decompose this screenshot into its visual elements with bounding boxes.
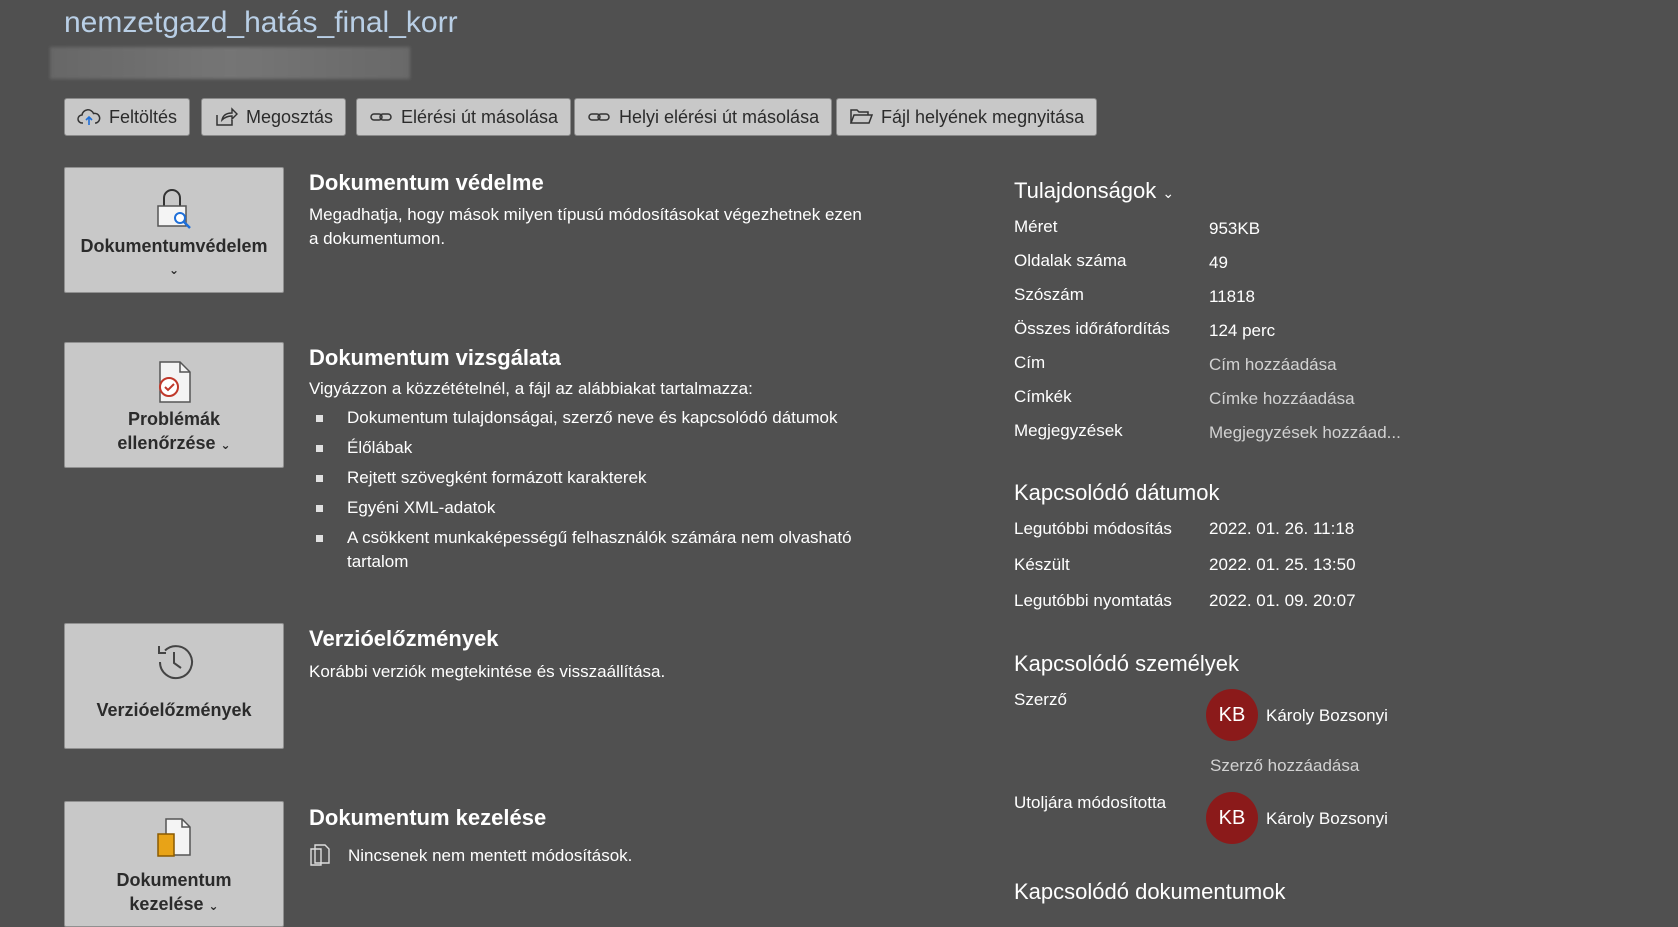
documents-icon bbox=[309, 843, 331, 867]
tags-field[interactable]: Címke hozzáadása bbox=[1209, 389, 1355, 408]
chevron-down-icon: ⌄ bbox=[220, 438, 231, 452]
check-issues-label-line1: Problémák bbox=[127, 409, 221, 429]
protect-document-description bbox=[309, 203, 909, 251]
related-people-header: Kapcsolódó személyek bbox=[1014, 651, 1240, 676]
properties-header[interactable]: Tulajdonságok ⌄ bbox=[1014, 178, 1175, 203]
copy-local-path-label: Helyi elérési út másolása bbox=[619, 106, 820, 127]
protect-text-line1: Megadhatja, hogy mások milyen típusú módosításokat végezhetnek ezen bbox=[309, 205, 862, 224]
version-history-label: Verzióelőzmények bbox=[96, 700, 252, 720]
manage-document-title: Dokumentum kezelése bbox=[309, 805, 547, 830]
inspect-items-list bbox=[316, 406, 916, 580]
link-icon bbox=[369, 107, 393, 127]
manage-document-label-line2: kezelése ⌄ bbox=[129, 894, 219, 914]
link-icon bbox=[587, 107, 611, 127]
chevron-down-icon: ⌄ bbox=[1162, 185, 1175, 201]
cloud-upload-icon bbox=[77, 107, 101, 127]
related-dates-header: Kapcsolódó dátumok bbox=[1014, 480, 1220, 505]
history-icon bbox=[150, 638, 198, 686]
lock-icon bbox=[150, 184, 198, 232]
chevron-down-icon: ⌄ bbox=[168, 263, 180, 277]
related-documents-header: Kapcsolódó dokumentumok bbox=[1014, 879, 1286, 904]
manage-document-icon bbox=[152, 816, 196, 862]
copy-path-label: Elérési út másolása bbox=[401, 106, 559, 127]
manage-document-label-line1: Dokumentum bbox=[116, 870, 232, 890]
open-file-location-button[interactable] bbox=[836, 98, 1097, 136]
upload-button[interactable] bbox=[64, 98, 190, 136]
open-location-label: Fájl helyének megnyitása bbox=[881, 106, 1085, 127]
protect-document-button[interactable] bbox=[64, 167, 284, 293]
list-item: Dokumentum tulajdonságai, szerző neve és kapcsolódó dátumok bbox=[316, 406, 916, 430]
unsaved-changes-status: Nincsenek nem mentett módosítások. bbox=[348, 846, 633, 865]
check-for-issues-button[interactable] bbox=[64, 342, 284, 468]
list-item: Egyéni XML-adatok bbox=[316, 496, 916, 520]
protect-document-label: Dokumentumvédelem bbox=[80, 236, 268, 256]
list-item: A csökkent munkaképességű felhasználók számára nem olvasható tartalom bbox=[316, 526, 916, 574]
document-check-icon bbox=[152, 359, 196, 405]
comments-field[interactable]: Megjegyzések hozzáad... bbox=[1209, 423, 1401, 442]
title-field[interactable]: Cím hozzáadása bbox=[1209, 355, 1337, 374]
copy-path-button[interactable] bbox=[356, 98, 571, 136]
author-name[interactable]: Károly Bozsonyi bbox=[1266, 706, 1388, 725]
file-path-redacted bbox=[50, 47, 410, 79]
inspect-document-intro: Vigyázzon a közzétételnél, a fájl az alábbiakat tartalmazza: bbox=[309, 379, 753, 398]
chevron-down-icon: ⌄ bbox=[208, 899, 219, 913]
document-title: nemzetgazd_hatás_final_korr bbox=[64, 6, 458, 39]
avatar[interactable]: KB bbox=[1206, 792, 1258, 844]
upload-label: Feltöltés bbox=[109, 106, 178, 127]
manage-document-button[interactable] bbox=[64, 801, 284, 927]
version-history-button[interactable] bbox=[64, 623, 284, 749]
share-icon bbox=[214, 107, 238, 127]
protect-text-line2: a dokumentumon. bbox=[309, 229, 446, 248]
share-label: Megosztás bbox=[246, 106, 334, 127]
protect-document-title: Dokumentum védelme bbox=[309, 170, 544, 195]
check-issues-label-line2: ellenőrzése ⌄ bbox=[117, 433, 231, 453]
folder-open-icon bbox=[849, 107, 873, 127]
list-item: Rejtett szövegként formázott karakterek bbox=[316, 466, 916, 490]
avatar[interactable]: KB bbox=[1206, 689, 1258, 741]
list-item: Élőlábak bbox=[316, 436, 916, 460]
last-modified-by-name[interactable]: Károly Bozsonyi bbox=[1266, 809, 1388, 828]
add-author-link[interactable]: Szerző hozzáadása bbox=[1210, 756, 1360, 775]
share-button[interactable] bbox=[201, 98, 346, 136]
version-history-description: Korábbi verziók megtekintése és visszaállítása. bbox=[309, 662, 666, 681]
inspect-document-title: Dokumentum vizsgálata bbox=[309, 345, 561, 370]
version-history-title: Verzióelőzmények bbox=[309, 626, 499, 651]
copy-local-path-button[interactable] bbox=[574, 98, 832, 136]
